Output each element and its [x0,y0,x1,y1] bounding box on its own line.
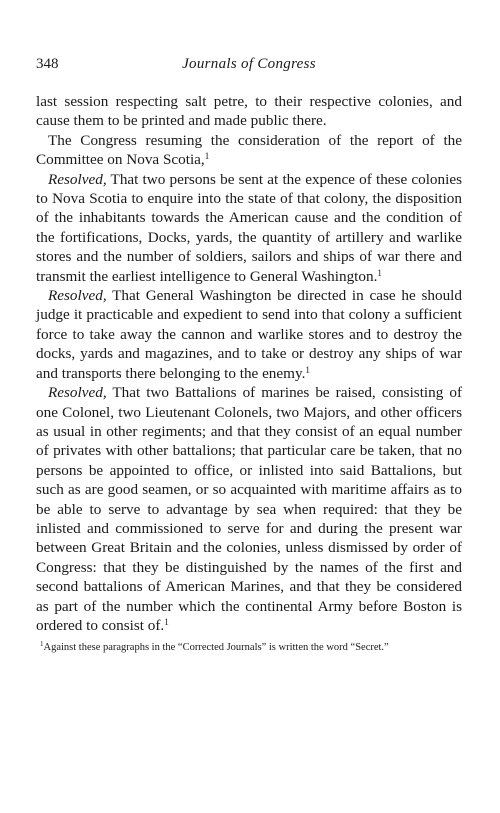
resolved-lead: Resolved, [48,287,107,305]
resolution-text: That General Washington be directed in case he should judge it practicable and expedient to send into that colony a sufficient force to take away the cannon and warlike stores and to destroy the docks, yards and magazines, and to take or destroy any ships of war and transports there belonging to the enemy. [36,287,462,382]
page-number: 348 [36,56,59,72]
paragraph-nova-scotia-report [36,131,462,170]
footnote-reference: 1 [377,267,382,278]
footnote-reference: 1 [164,616,169,627]
footnote-marker: 1 [40,640,44,649]
resolved-lead: Resolved, [48,170,107,188]
footnote-reference: 1 [204,151,210,162]
paragraph-salt-petre [36,92,462,131]
footnote-reference: 1 [305,364,310,375]
body-text [36,92,462,635]
resolution-washington-force [36,286,462,383]
running-title: Journals of Congress [182,56,316,72]
paragraph-text: last session respecting salt petre, to their respective colonies, and cause them to be printed and made public there. [36,93,462,130]
book-page [36,56,462,654]
paragraph-text: The Congress resuming the consideration of the report of the Committee on Nova Scotia, [36,131,462,169]
running-head [36,56,462,78]
resolution-text: That two persons be sent at the expence of these colonies to Nova Scotia to enquire into the state of that colony, the disposition of the inhabitants towards the American cause and the condition of the fortifications, Docks, yards, the quantity of artillery and warlike stores and the number of soldiers, sailors and ships of war there and transmit the earliest intelligence to General Washington. [36,170,462,285]
resolution-marine-battalions [36,383,462,635]
resolution-text: That two Battalions of marines be raised, consisting of one Colonel, two Lieutenant Colonels, two Majors, and other officers as usual in other regiments; and that they consist of an equal number of privates with other battalions; that particular care be taken, that no persons be appointed to office, or inlisted into said Battalions, but such as are good seamen, or so acquainted with maritime affairs as to be able to serve to advantage by sea when required: that they be inlisted and commissioned to serve for and during the present war between Great Britain and the colonies, unless dismissed by order of Congress: that they be distinguished by the names of the first and second battalions of American Marines, and that they be considered as part of the number which the continental Army before Boston is ordered to consist of. [36,384,462,634]
footnote-text: Against these paragraphs in the “Corrected Journals” is written the word “Secret.” [43,642,389,654]
resolved-lead: Resolved, [48,384,107,402]
footnote [36,641,462,654]
resolution-nova-scotia-inquiry [36,170,462,286]
